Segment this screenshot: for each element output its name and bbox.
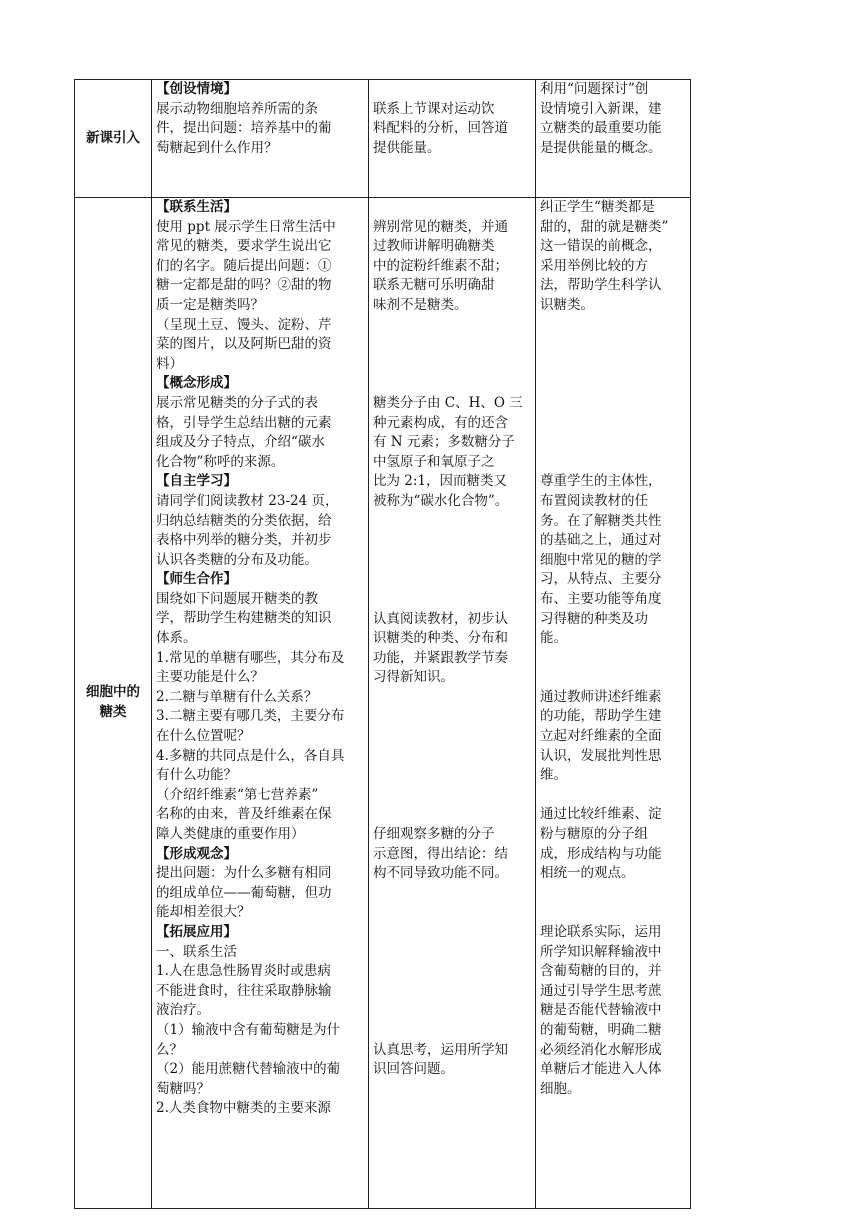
student-activity-line: 有 N 元素；多数糖分子 <box>373 434 515 451</box>
design-intent-line: 含葡萄糖的目的，并 <box>540 963 662 980</box>
stage-label: 新课引入 <box>86 129 140 146</box>
design-intent <box>540 688 686 786</box>
student-activity-line: 构不同导致功能不同。 <box>373 865 508 882</box>
student-activity-line: 识糖类的种类、分布和 <box>373 630 508 647</box>
teacher-text-line: 菜的图片，以及阿斯巴甜的资 <box>156 336 332 353</box>
teacher-text-line: （呈现土豆、馒头、淀粉、芹 <box>156 316 332 333</box>
teacher-text-line: 体系。 <box>156 630 197 647</box>
teacher-text-line: 展示常见糖类的分子式的表 <box>156 394 318 411</box>
design-intent-line: 布置阅读教材的任 <box>540 492 648 509</box>
teacher-text-line: 萄糖吗？ <box>156 1080 210 1097</box>
design-intent <box>540 198 686 316</box>
teacher-text-line: 不能进食时，往往采取静脉输 <box>156 982 332 999</box>
teacher-text-line: 认识各类糖的分布及功能。 <box>156 551 318 568</box>
student-activity-line: 认真阅读教材，初步认 <box>373 610 508 627</box>
teacher-text-line: 常见的糖类，要求学生说出它 <box>156 238 332 255</box>
student-activity <box>373 100 531 159</box>
student-activity-line: 联系无糖可乐明确甜 <box>373 277 495 294</box>
teacher-text-line: 质一定是糖类吗？ <box>156 296 264 313</box>
design-intent <box>540 80 686 158</box>
section-heading: 【联系生活】 <box>156 199 237 215</box>
teacher-activity-cell <box>152 198 369 1209</box>
design-intent-line: 是提供能量的概念。 <box>540 139 662 156</box>
teacher-text-line: 萄糖起到什么作用？ <box>156 139 278 156</box>
design-intent-line: 通过引导学生思考蔗 <box>540 982 662 999</box>
student-activity <box>373 394 531 512</box>
student-activity-line: 仔细观察多糖的分子 <box>373 826 495 843</box>
teacher-text-line: 的组成单位——葡萄糖，但功 <box>156 884 332 901</box>
teacher-activity-cell <box>152 80 369 198</box>
design-intent-line: 必须经消化水解形成 <box>540 1041 662 1058</box>
design-intent-line: 采用举例比较的方 <box>540 257 648 274</box>
design-intent-line: 的基础之上，通过对 <box>540 532 662 549</box>
student-activity <box>373 1041 531 1080</box>
design-intent-line: 能。 <box>540 630 567 647</box>
student-activity <box>373 825 531 884</box>
teacher-text-line: 归纳总结糖类的分类依据，给 <box>156 512 332 529</box>
design-intent-line: 识糖类。 <box>540 296 594 313</box>
table-row-intro <box>75 80 691 198</box>
teacher-text-line: 糖一定都是甜的吗？②甜的物 <box>156 277 332 294</box>
design-intent-line: 认识，发展批判性思 <box>540 747 662 764</box>
teacher-text-line: （1）输液中含有葡萄糖是为什 <box>156 1021 341 1038</box>
student-activity-line: 过教师讲解明确糖类 <box>373 238 495 255</box>
design-intent-line: 立糖类的最重要功能 <box>540 120 662 137</box>
section-heading: 【自主学习】 <box>156 473 237 490</box>
teacher-text-line: 格，引导学生总结出糖的元素 <box>156 414 332 431</box>
teacher-text-line: 学，帮助学生构建糖类的知识 <box>156 610 332 627</box>
student-activity-line: 功能，并紧跟教学节奏 <box>373 649 508 666</box>
teacher-text-line: 主要功能是什么？ <box>156 669 264 686</box>
teacher-text-line: 3.二糖主要有哪几类，主要分布 <box>156 708 345 725</box>
design-intent-line: 务。在了解糖类共性 <box>540 512 662 529</box>
design-intent-line: 成，形成结构与功能 <box>540 845 662 862</box>
design-intent-line: 理论联系实际，运用 <box>540 924 662 941</box>
teacher-text-line: 们的名字。随后提出问题：① <box>156 257 332 274</box>
stage-cell-sugars <box>75 198 152 1209</box>
student-activity-line: 比为 2:1，因而糖类又 <box>373 473 508 490</box>
design-intent <box>540 805 686 883</box>
student-activity-line: 中氢原子和氧原子之 <box>373 453 495 470</box>
teacher-text-line: 障人类健康的重要作用） <box>156 826 305 842</box>
student-activity-line: 种元素构成，有的还含 <box>373 414 508 431</box>
design-intent-line: 纠正学生“糖类都是 <box>540 199 655 215</box>
design-intent <box>540 923 686 1099</box>
design-intent-line: 的葡萄糖，明确二糖 <box>540 1021 662 1038</box>
teacher-text-line: 4.多糖的共同点是什么，各自具 <box>156 747 345 764</box>
section-heading: 【师生合作】 <box>156 571 237 588</box>
teacher-text-line: 么？ <box>156 1041 183 1058</box>
design-intent-line: 细胞中常见的糖的学 <box>540 551 662 568</box>
student-activity <box>373 610 531 688</box>
design-intent-cell <box>536 80 691 198</box>
design-intent-line: 维。 <box>540 767 567 784</box>
student-activity-cell <box>369 80 536 198</box>
teacher-text-line: 组成及分子特点，介绍“碳水 <box>156 434 325 451</box>
stage-cell-intro <box>75 80 152 198</box>
design-intent-line: 细胞。 <box>540 1080 581 1097</box>
student-activity-cell <box>369 198 536 1209</box>
lesson-plan-table <box>74 79 691 1209</box>
stage-label-line: 细胞中的 <box>86 684 140 701</box>
teacher-text-line: 使用 ppt 展示学生日常生活中 <box>156 218 336 235</box>
design-intent-line: 单糖后才能进入人体 <box>540 1061 662 1078</box>
design-intent-line: 所学知识解释输液中 <box>540 943 662 960</box>
teacher-text-line: 请同学们阅读教材 23-24 页， <box>156 492 339 509</box>
teacher-text-line: 料） <box>156 355 183 372</box>
student-activity-line: 中的淀粉纤维素不甜； <box>373 257 508 274</box>
design-intent-line: 粉与糖原的分子组 <box>540 826 648 843</box>
design-intent-line: 布、主要功能等角度 <box>540 590 662 607</box>
student-activity-line: 辨别常见的糖类，并通 <box>373 218 508 235</box>
design-intent-line: 通过比较纤维素、淀 <box>540 806 662 823</box>
teacher-text-line: 化合物”称呼的来源。 <box>156 453 285 470</box>
teacher-text-line: 有什么功能？ <box>156 767 237 784</box>
section-heading: 【形成观念】 <box>156 845 237 862</box>
teacher-text-line: 在什么位置呢？ <box>156 728 251 745</box>
teacher-text-line: （2）能用蔗糖代替输液中的葡 <box>156 1061 341 1078</box>
teacher-text-line: 能却相差很大？ <box>156 904 251 921</box>
student-activity-line: 示意图，得出结论：结 <box>373 845 508 862</box>
student-activity-line: 提供能量。 <box>373 139 441 156</box>
student-activity-line: 味剂不是糖类。 <box>373 296 468 313</box>
teacher-text-line: 一、联系生活 <box>156 943 237 960</box>
student-activity-line: 习得新知识。 <box>373 669 454 686</box>
section-heading: 【创设情境】 <box>156 81 237 97</box>
stage-label-line: 糖类 <box>99 704 127 720</box>
teacher-text-line: 展示动物细胞培养所需的条 <box>156 100 318 117</box>
student-activity-line: 联系上节课对运动饮 <box>373 100 495 117</box>
design-intent <box>540 472 686 648</box>
design-intent-line: 利用“问题探讨”创 <box>540 81 649 97</box>
table-row-sugars <box>75 198 691 1209</box>
teacher-text-line: 2.人类食物中糖类的主要来源 <box>156 1100 331 1117</box>
design-intent-cell <box>536 198 691 1209</box>
student-activity-line: 料配料的分析，回答道 <box>373 120 508 137</box>
student-activity-line: 认真思考，运用所学知 <box>373 1041 508 1058</box>
design-intent-line: 的功能，帮助学生建 <box>540 708 662 725</box>
teacher-text-line: 围绕如下问题展开糖类的教 <box>156 590 318 607</box>
design-intent-line: 相统一的观点。 <box>540 865 635 882</box>
design-intent-line: 习得糖的种类及功 <box>540 610 648 627</box>
design-intent-line: 这一错误的前概念， <box>540 238 662 255</box>
teacher-text-line: （介绍纤维素“第七营养素” <box>156 786 319 803</box>
student-activity <box>373 218 531 316</box>
design-intent-line: 设情境引入新课，建 <box>540 100 662 117</box>
design-intent-line: 通过教师讲述纤维素 <box>540 688 662 705</box>
design-intent-line: 法，帮助学生科学认 <box>540 277 662 294</box>
section-heading: 【拓展应用】 <box>156 923 237 940</box>
student-activity-line: 被称为“碳水化合物”。 <box>373 492 509 509</box>
design-intent-line: 尊重学生的主体性， <box>540 473 662 490</box>
teacher-text-line: 提出问题：为什么多糖有相同 <box>156 865 332 882</box>
teacher-text-line: 1.常见的单糖有哪些，其分布及 <box>156 649 345 666</box>
student-activity-line: 识回答问题。 <box>373 1061 454 1078</box>
teacher-text-line: 表格中列举的糖分类，并初步 <box>156 532 332 549</box>
student-activity-line: 糖类分子由 C、H、O 三 <box>373 394 523 411</box>
teacher-text-line: 1.人在患急性肠胃炎时或患病 <box>156 963 331 980</box>
section-heading: 【概念形成】 <box>156 375 237 392</box>
teacher-text-line: 件，提出问题：培养基中的葡 <box>156 120 332 137</box>
teacher-text-line: 2.二糖与单糖有什么关系？ <box>156 688 318 705</box>
design-intent-line: 甜的，甜的就是糖类” <box>540 218 669 235</box>
teacher-text-line: 液治疗。 <box>156 1002 210 1019</box>
design-intent-line: 糖是否能代替输液中 <box>540 1002 662 1019</box>
teacher-text-line: 名称的由来，普及纤维素在保 <box>156 806 332 823</box>
design-intent-line: 立起对纤维素的全面 <box>540 728 662 745</box>
design-intent-line: 习，从特点、主要分 <box>540 571 662 588</box>
